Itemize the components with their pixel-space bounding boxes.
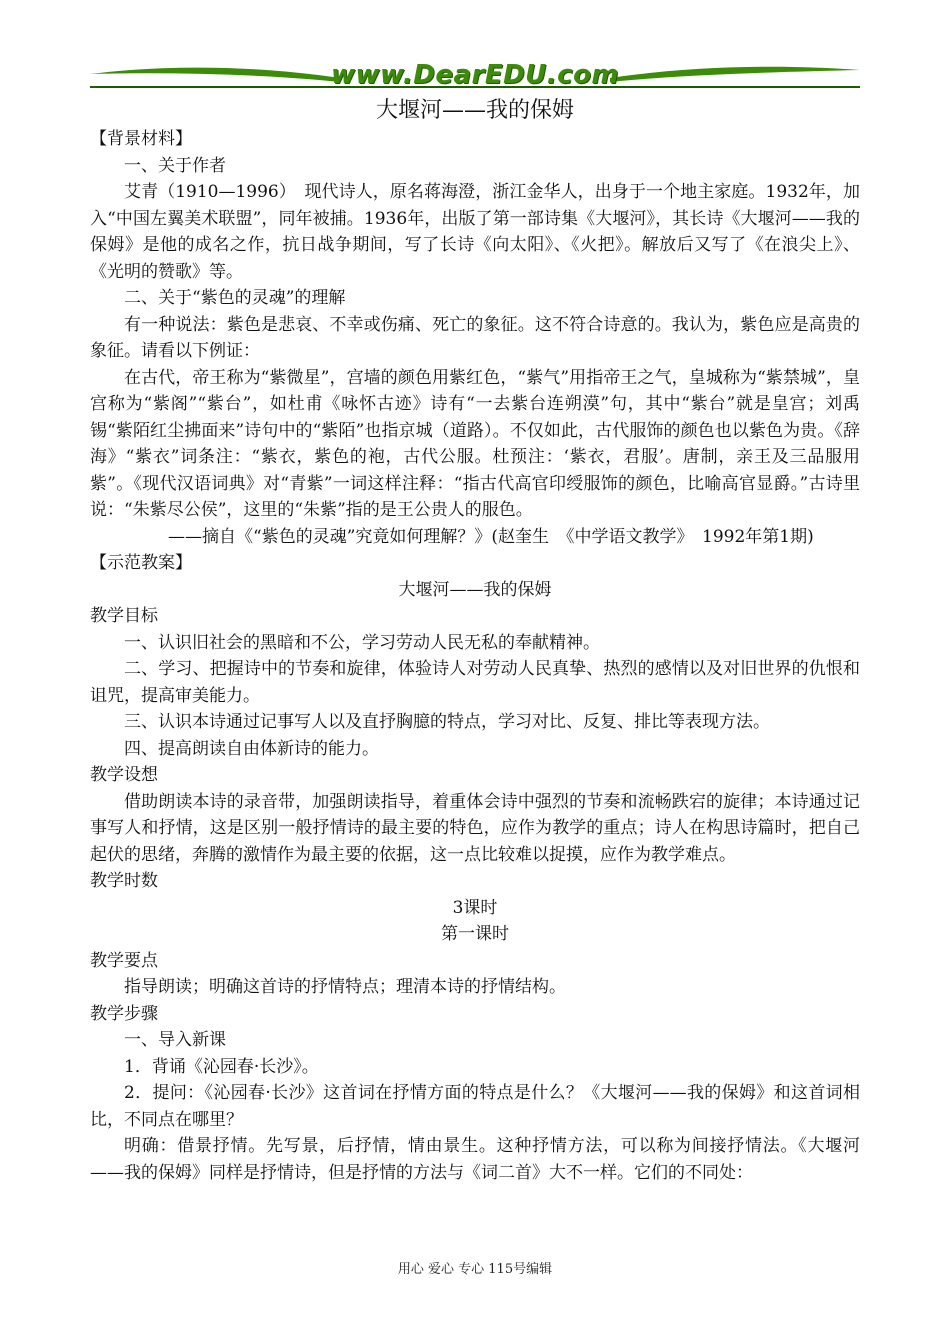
purple-paragraph-2: 在古代，帝王称为“紫微星”，宫墙的颜色用紫红色，“紫气”用指帝王之气，皇城称为“紫禁城”，皇宫称为“紫阁”“紫台”，如杜甫《咏怀古迹》诗有“一去紫台连朔漠”句，其中“紫台”就是皇宫；刘禹锡“紫陌红尘拂面来”诗句中的“紫陌”也指京城（道路）。不仅如此，古代服饰的颜色也以紫色为贵。《辞海》“紫衣”词条注：“紫衣，紫色的袍，古代公服。杜预注：‘紫衣，君服’。唐制，亲王及三品服用紫”。《现代汉语词典》对“青紫”一词这样注释：“指古代高官印绶服饰的颜色，比喻高官显爵。”古诗里说：“朱紫尽公侯”，这里的“朱紫”指的是王公贵人的服色。 <box>90 367 860 520</box>
design-heading: 教学设想 <box>90 765 158 785</box>
time-heading: 教学时数 <box>90 871 158 891</box>
lesson-heading: 第一课时 <box>441 924 509 944</box>
author-paragraph: 艾青（1910—1996） 现代诗人，原名蒋海澄，浙江金华人，出身于一个地主家庭。1932年，加入“中国左翼美术联盟”，同年被捕。1936年，出版了第一部诗集《大堰河》，其长诗《大堰河——我的保姆》是他的成名之作，抗日战争期间，写了长诗《向太阳》、《火把》。解放后又写了《在浪尖上》、《光明的赞歌》等。 <box>90 182 860 282</box>
document-page <box>90 60 860 1186</box>
purple-heading: 二、关于“紫色的灵魂”的理解 <box>124 288 346 308</box>
purple-paragraph-1: 有一种说法：紫色是悲哀、不幸或伤痛、死亡的象征。这不符合诗意的。我认为，紫色应是高贵的象征。请看以下例证： <box>90 314 860 361</box>
citation-text: ——摘自《“紫色的灵魂”究竟如何理解？》(赵奎生 《中学语文教学》 1992年第1期) <box>168 526 814 547</box>
goal-item: 三、认识本诗通过记事写人以及直抒胸臆的特点，学习对比、反复、排比等表现方法。 <box>124 712 770 732</box>
site-banner <box>90 60 860 92</box>
time-value: 3课时 <box>452 897 498 918</box>
plan-subtitle: 大堰河——我的保姆 <box>398 579 552 600</box>
clarify-paragraph: 明确：借景抒情。先写景，后抒情，情由景生。这种抒情方法，可以称为间接抒情法。《大堰河——我的保姆》同样是抒情诗，但是抒情的方法与《词二首》大不一样。它们的不同处： <box>90 1136 860 1183</box>
citation <box>90 524 860 551</box>
goal-item: 二、学习、把握诗中的节奏和旋律，体验诗人对劳动人民真挚、热烈的感情以及对旧世界的仇恨和诅咒，提高审美能力。 <box>90 659 860 706</box>
section-heading-plan: 【示范教案】 <box>90 553 192 573</box>
goals-heading: 教学目标 <box>90 606 158 626</box>
goal-item: 一、认识旧社会的黑暗和不公，学习劳动人民无私的奉献精神。 <box>124 632 600 653</box>
steps-heading: 教学步骤 <box>90 1003 158 1024</box>
step-item: 2．提问：《沁园春·长沙》这首词在抒情方面的特点是什么？《大堰河——我的保姆》和这首词相比，不同点在哪里？ <box>90 1083 860 1130</box>
page-title: 大堰河——我的保姆 <box>375 98 574 123</box>
site-logo-text: www.DearEDU.com <box>330 60 620 90</box>
step-heading: 一、导入新课 <box>124 1030 226 1050</box>
page-footer: 用心 爱心 专心 115号编辑 <box>397 1262 553 1277</box>
key-paragraph: 指导朗读；明确这首诗的抒情特点；理清本诗的抒情结构。 <box>124 977 566 997</box>
section-heading-background: 【背景材料】 <box>90 129 192 149</box>
goal-item: 四、提高朗读自由体新诗的能力。 <box>124 738 379 759</box>
step-item: 1．背诵《沁园春·长沙》。 <box>124 1056 319 1077</box>
design-paragraph: 借助朗读本诗的录音带，加强朗读指导，着重体会诗中强烈的节奏和流畅跌宕的旋律；本诗通过记事写人和抒情，这是区别一般抒情诗的最主要的特色，应作为教学的重点；诗人在构思诗篇时，把自己起伏的思绪，奔腾的激情作为最主要的依据，这一点比较难以捉摸，应作为教学难点。 <box>90 791 860 865</box>
author-heading: 一、关于作者 <box>124 155 226 176</box>
key-heading: 教学要点 <box>90 950 158 971</box>
